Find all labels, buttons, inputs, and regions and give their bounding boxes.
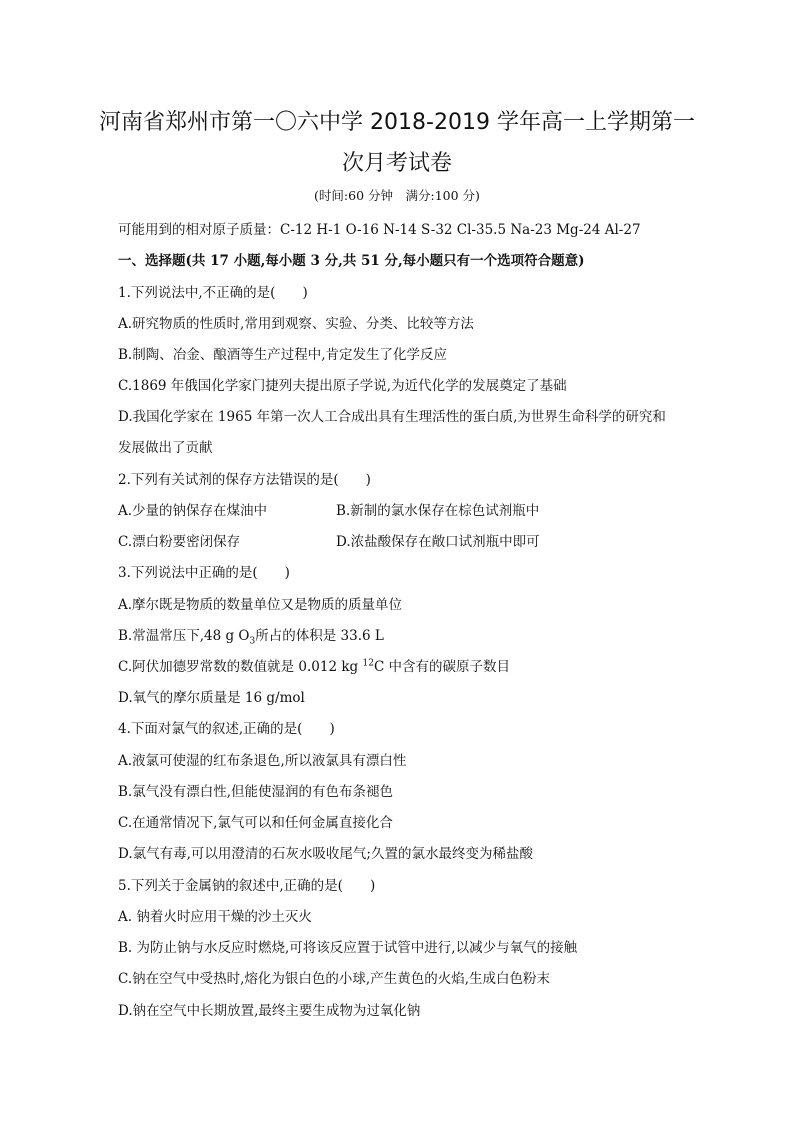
question-2-row-2 [118,530,540,550]
question-3-stem: 3.下列说法中正确的是( ) [118,565,290,581]
section-heading: 一、选择题(共 17 小题,每小题 3 分,共 51 分,每小题只有一个选项符合题意) [118,253,585,269]
question-3-option-a: A.摩尔既是物质的数量单位又是物质的质量单位 [118,597,403,613]
question-5-option-c: C.钠在空气中受热时,熔化为银白色的小球,产生黄色的火焰,生成白色粉末 [118,971,551,987]
question-5-option-a: A. 钠着火时应用干燥的沙土灭火 [118,909,312,925]
question-5-option-d: D.钠在空气中长期放置,最终主要生成物为过氧化钠 [118,1003,421,1019]
question-2-option-b: B.新制的氯水保存在棕色试剂瓶中 [336,503,540,519]
question-2-row-1 [118,499,540,519]
question-3-option-c [118,655,510,675]
exam-subtitle: (时间:60 分钟 满分:100 分) [314,188,480,203]
question-4-option-a: A.液氯可使湿的红布条退色,所以液氯具有漂白性 [118,753,407,769]
question-4-option-d: D.氯气有毒,可以用澄清的石灰水吸收尾气;久置的氯水最终变为稀盐酸 [118,846,533,862]
question-5-stem: 5.下列关于金属钠的叙述中,正确的是( ) [118,878,376,894]
q3-b-text: B.常温常压下,48 g O [118,628,250,644]
question-2-option-a: A.少量的钠保存在煤油中 [118,503,268,519]
question-4-stem: 4.下面对氯气的叙述,正确的是( ) [118,721,335,737]
question-1-option-d-cont: 发展做出了贡献 [118,440,213,456]
q3-b-subscript: 3 [249,636,256,647]
question-1-option-b: B.制陶、冶金、酿酒等生产过程中,肯定发生了化学反应 [118,347,448,363]
question-2-option-c: C.漂白粉要密闭保存 [118,534,241,550]
question-3-option-b [118,624,384,647]
question-2-stem: 2.下列有关试剂的保存方法错误的是( ) [118,472,371,488]
question-4-option-b: B.氯气没有漂白性,但能使湿润的有色布条褪色 [118,784,394,800]
question-5-option-b: B. 为防止钠与水反应时燃烧,可将该反应置于试管中进行,以减少与氧气的接触 [118,940,578,956]
question-2-option-d: D.浓盐酸保存在敞口试剂瓶中即可 [336,534,540,550]
q3-c-text: C.阿伏加德罗常数的数值就是 0.012 kg [118,659,363,675]
question-4-option-c: C.在通常情况下,氯气可以和任何金属直接化合 [118,815,393,831]
q3-c-superscript: 12 [362,658,374,669]
q3-c-text-2: C 中含有的碳原子数目 [373,659,511,675]
q3-b-text-2: 所占的体积是 33.6 L [255,628,384,644]
exam-title-line-2: 次月考试卷 [341,151,452,176]
atomic-masses: 可能用到的相对原子质量：C-12 H-1 O-16 N-14 S-32 Cl-35.5 Na-23 Mg-24 Al-27 [118,222,641,238]
question-1-option-c: C.1869 年俄国化学家门捷列夫提出原子学说,为近代化学的发展奠定了基础 [118,378,567,394]
question-3-option-d: D.氧气的摩尔质量是 16 g/mol [118,690,305,706]
question-1-option-d: D.我国化学家在 1965 年第一次人工合成出具有生理活性的蛋白质,为世界生命科学的研究和 [118,409,666,425]
exam-title-line-1: 河南省郑州市第一〇六中学 2018-2019 学年高一上学期第一 [99,110,695,135]
question-1-stem: 1.下列说法中,不正确的是( ) [118,285,308,301]
question-1-option-a: A.研究物质的性质时,常用到观察、实验、分类、比较等方法 [118,316,474,332]
